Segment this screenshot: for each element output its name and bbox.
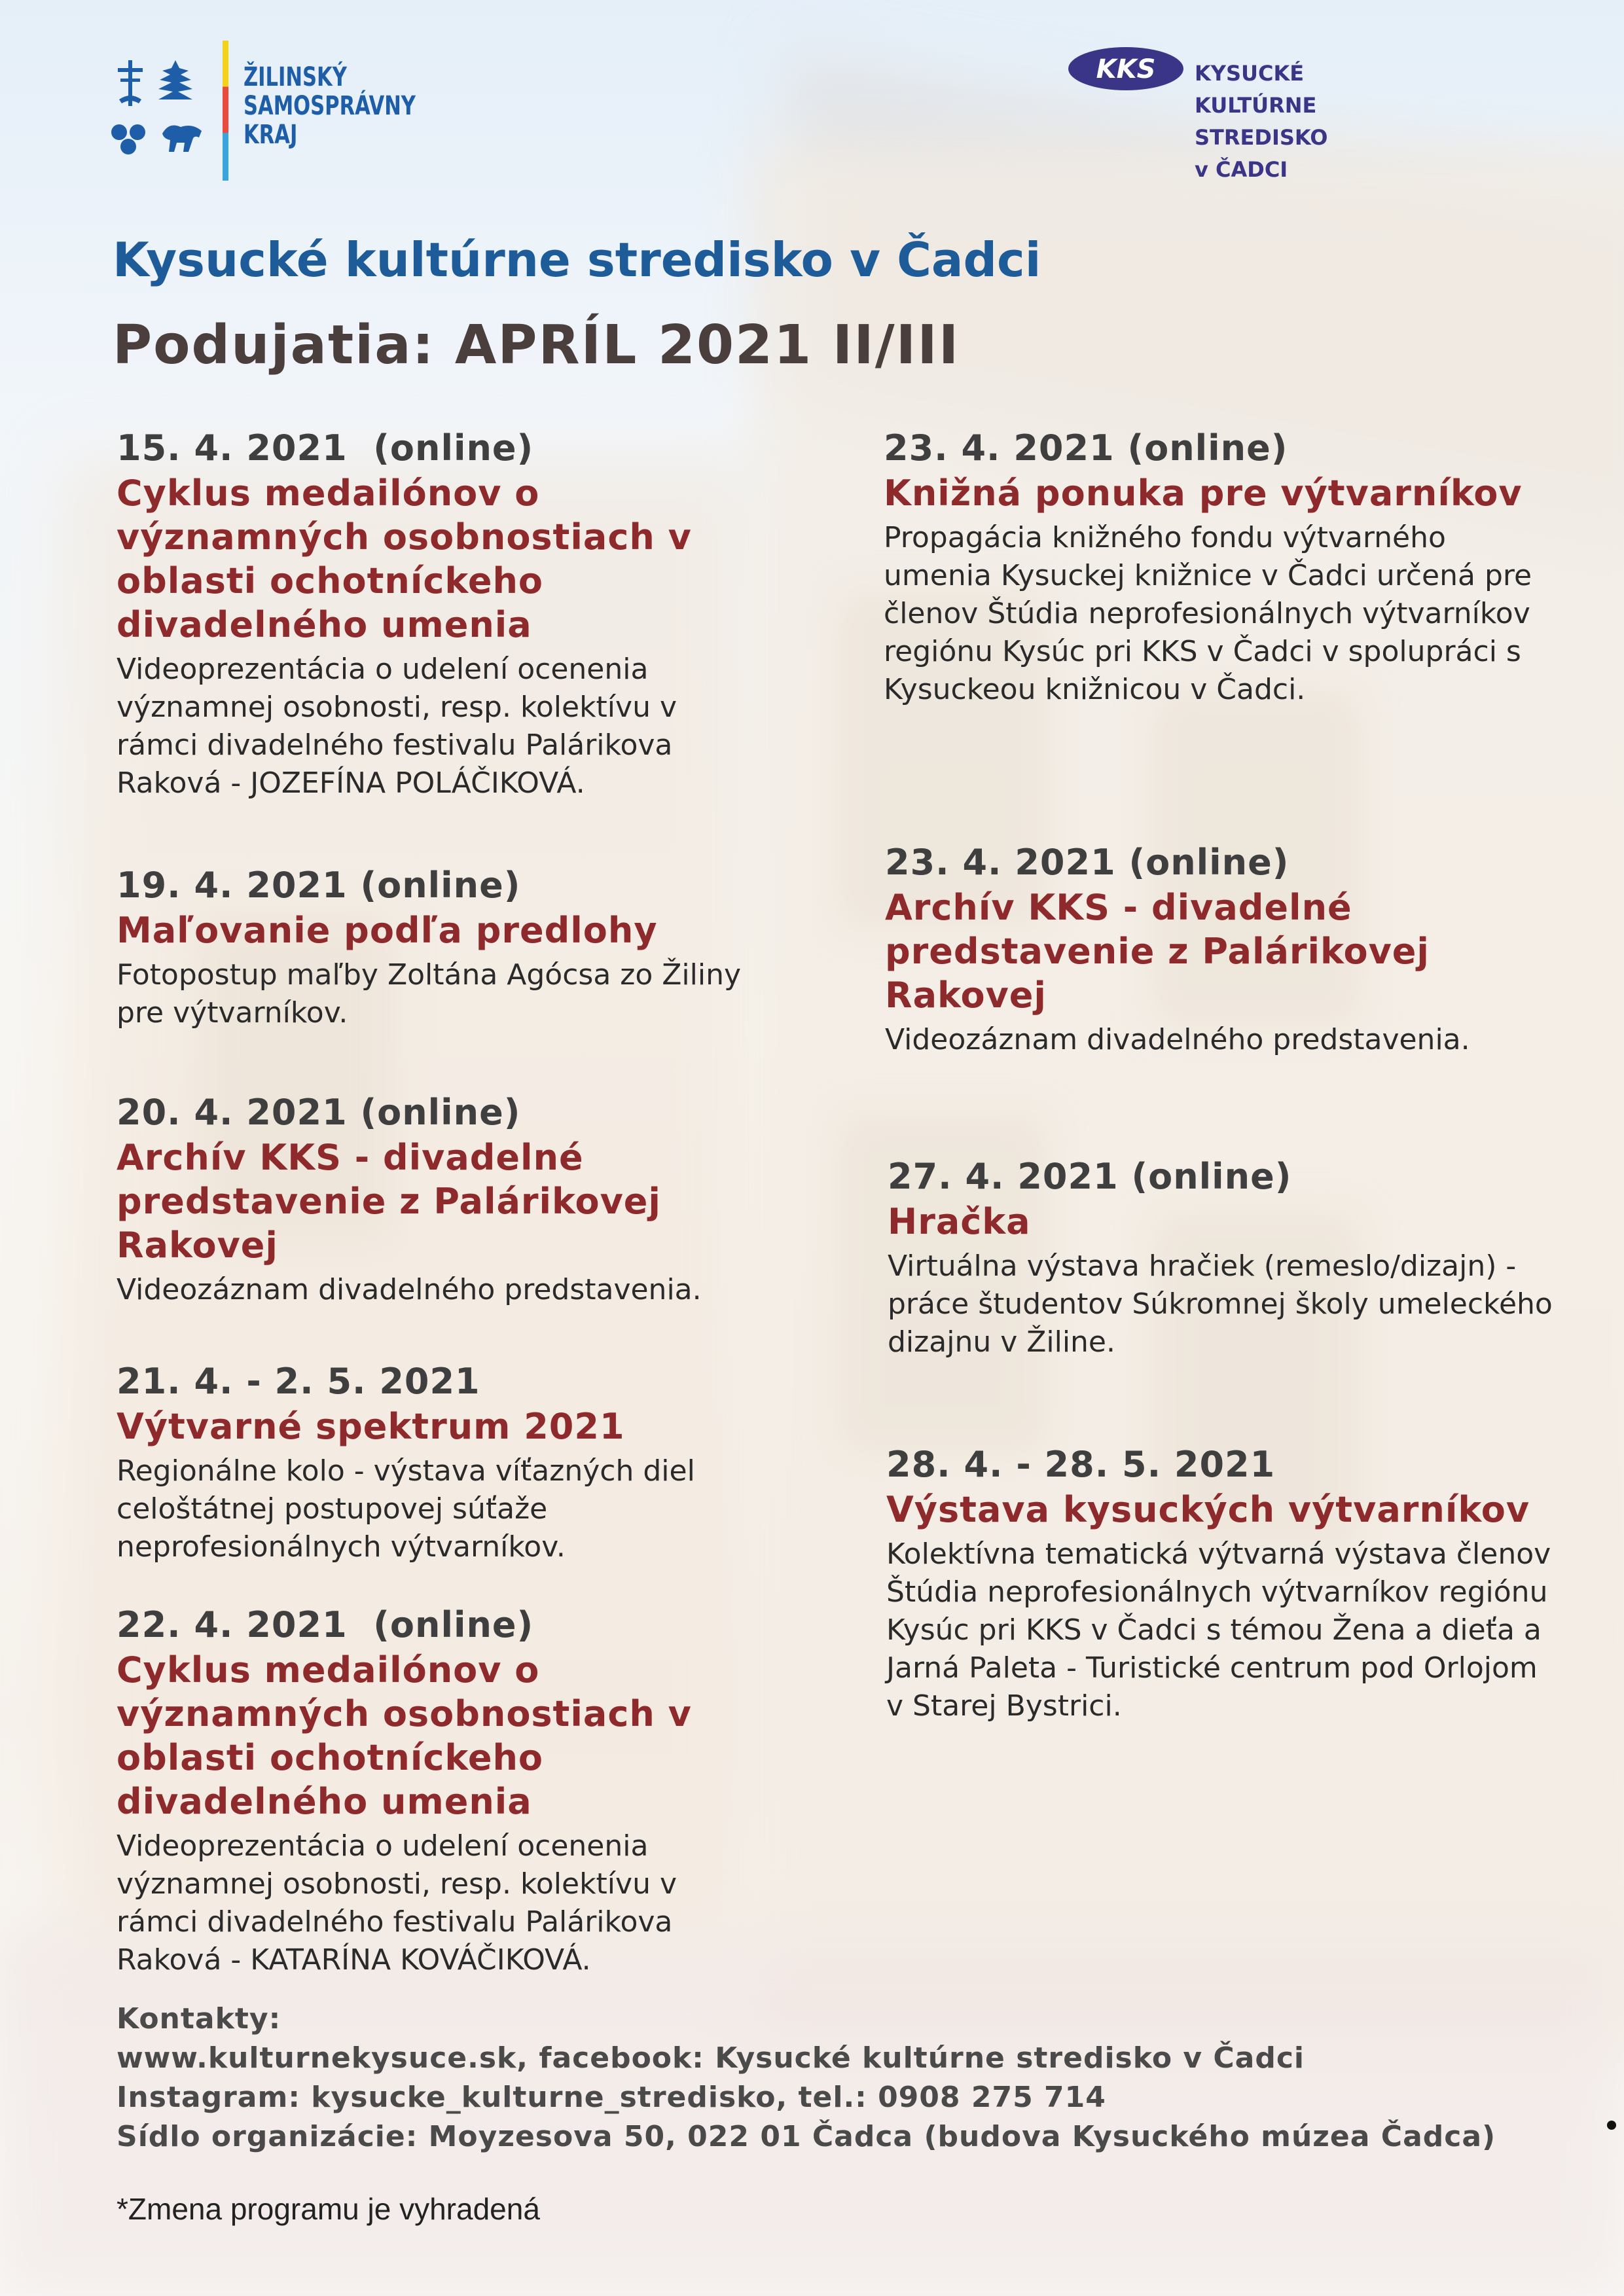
event-title: Výstava kysuckých výtvarníkov <box>886 1489 1530 1530</box>
event-description: Videozáznam divadelného predstavenia. <box>117 1273 702 1306</box>
svg-text:KKS: KKS <box>1096 54 1156 84</box>
page-title: Kysucké kultúrne stredisko v Čadci <box>113 232 1041 287</box>
program-change-note: *Zmena programu je vyhradená <box>117 2192 540 2226</box>
event-title: Archív KKS - divadelné predstavenie z Palárikovej Rakovej <box>117 1137 661 1266</box>
zilina-region-name <box>244 63 446 149</box>
event-title: Cyklus medailónov o významných osobnostiach v oblasti ochotníckeho divadelného umenia <box>117 1649 692 1822</box>
event-title: Archív KKS - divadelné predstavenie z Palárikovej Rakovej <box>885 887 1430 1016</box>
contacts-web-facebook: www.kulturnekysuce.sk, facebook: Kysucké kultúrne stredisko v Čadci <box>117 2041 1305 2075</box>
event-date: 15. 4. 2021 (online) <box>117 427 534 469</box>
kks-line-4: v ČADCI <box>1195 157 1288 182</box>
event-item <box>117 427 823 802</box>
event-date: 20. 4. 2021 (online) <box>117 1092 521 1133</box>
event-item <box>886 1443 1593 1725</box>
event-description: Virtuálna výstava hračiek (remeslo/dizajn) - práce študentov Súkromnej školy umeleckého dizajnu v Žiline. <box>888 1249 1553 1359</box>
event-title: Maľovanie podľa predlohy <box>117 910 658 951</box>
kks-line-2: KULTÚRNE <box>1195 93 1317 118</box>
event-title: Výtvarné spektrum 2021 <box>117 1406 625 1447</box>
contacts-heading: Kontakty: <box>117 2002 281 2036</box>
zsk-line-2: SAMOSPRÁVNY <box>244 91 416 121</box>
zilina-region-color-bar <box>223 41 228 181</box>
event-item <box>885 841 1592 1059</box>
event-date: 27. 4. 2021 (online) <box>888 1156 1292 1197</box>
zsk-line-3: KRAJ <box>244 120 298 150</box>
kks-line-3: STREDISKO <box>1195 125 1328 150</box>
contacts-block <box>117 2000 1589 2157</box>
event-description: Propagácia knižného fondu výtvarného umenia Kysuckej knižnice v Čadci určená pre členov Štúdia neprofesionálnych výtvarníkov regiónu Kysúc pri KKS v Čadci v spolupráci s Kysuckeou knižnicou v Čadci. <box>884 521 1532 706</box>
stray-dot <box>1607 2121 1616 2130</box>
event-title: Cyklus medailónov o významných osobnostiach v oblasti ochotníckeho divadelného umenia <box>117 473 692 645</box>
kks-emblem-icon <box>1067 46 1185 92</box>
page-subtitle: Podujatia: APRÍL 2021 II/III <box>113 314 960 376</box>
event-date: 23. 4. 2021 (online) <box>884 427 1288 469</box>
zilina-region-crest-icon <box>110 60 208 165</box>
event-title: Knižná ponuka pre výtvarníkov <box>884 473 1523 514</box>
event-description: Kolektívna tematická výtvarná výstava členov Štúdia neprofesionálnych výtvarníkov regiónu Kysúc pri KKS v Čadci s témou Žena a dieťa a Jarná Paleta - Turistické centrum pod Orlojom v Starej Bystrici. <box>886 1537 1551 1723</box>
kks-line-1: KYSUCKÉ <box>1195 61 1305 86</box>
contacts-instagram-phone: Instagram: kysucke_kulturne_stredisko, tel.: 0908 275 714 <box>117 2081 1106 2114</box>
event-item <box>117 1091 823 1309</box>
event-description: Videoprezentácia o udelení ocenenia významnej osobnosti, resp. kolektívu v rámci divadelného festivalu Palárikova Raková - JOZEFÍNA POLÁČIKOVÁ. <box>117 653 677 800</box>
event-item <box>888 1155 1595 1361</box>
event-item <box>884 427 1591 709</box>
event-date: 21. 4. - 2. 5. 2021 <box>117 1361 480 1402</box>
event-item <box>117 1604 823 1979</box>
zilina-region-logo <box>110 41 424 181</box>
event-item <box>117 864 823 1032</box>
event-description: Videozáznam divadelného predstavenia. <box>885 1023 1470 1056</box>
kks-logo <box>1067 46 1368 190</box>
event-description: Regionálne kolo - výstava víťazných diel celoštátnej postupovej súťaže neprofesionálnych výtvarníkov. <box>117 1454 695 1564</box>
event-date: 22. 4. 2021 (online) <box>117 1604 534 1645</box>
event-item <box>117 1360 823 1566</box>
zsk-line-1: ŽILINSKÝ <box>244 62 347 92</box>
contacts-address: Sídlo organizácie: Moyzesova 50, 022 01 Čadca (budova Kysuckého múzea Čadca) <box>117 2120 1496 2153</box>
kks-name <box>1195 58 1327 186</box>
event-title: Hračka <box>888 1201 1031 1242</box>
event-description: Videoprezentácia o udelení ocenenia významnej osobnosti, resp. kolektívu v rámci divadelného festivalu Palárikova Raková - KATARÍNA KOVÁČIKOVÁ. <box>117 1829 677 1977</box>
event-date: 23. 4. 2021 (online) <box>885 842 1290 883</box>
event-date: 28. 4. - 28. 5. 2021 <box>886 1444 1276 1485</box>
event-date: 19. 4. 2021 (online) <box>117 865 521 906</box>
event-description: Fotopostup maľby Zoltána Agócsa zo Žiliny pre výtvarníkov. <box>117 958 742 1030</box>
